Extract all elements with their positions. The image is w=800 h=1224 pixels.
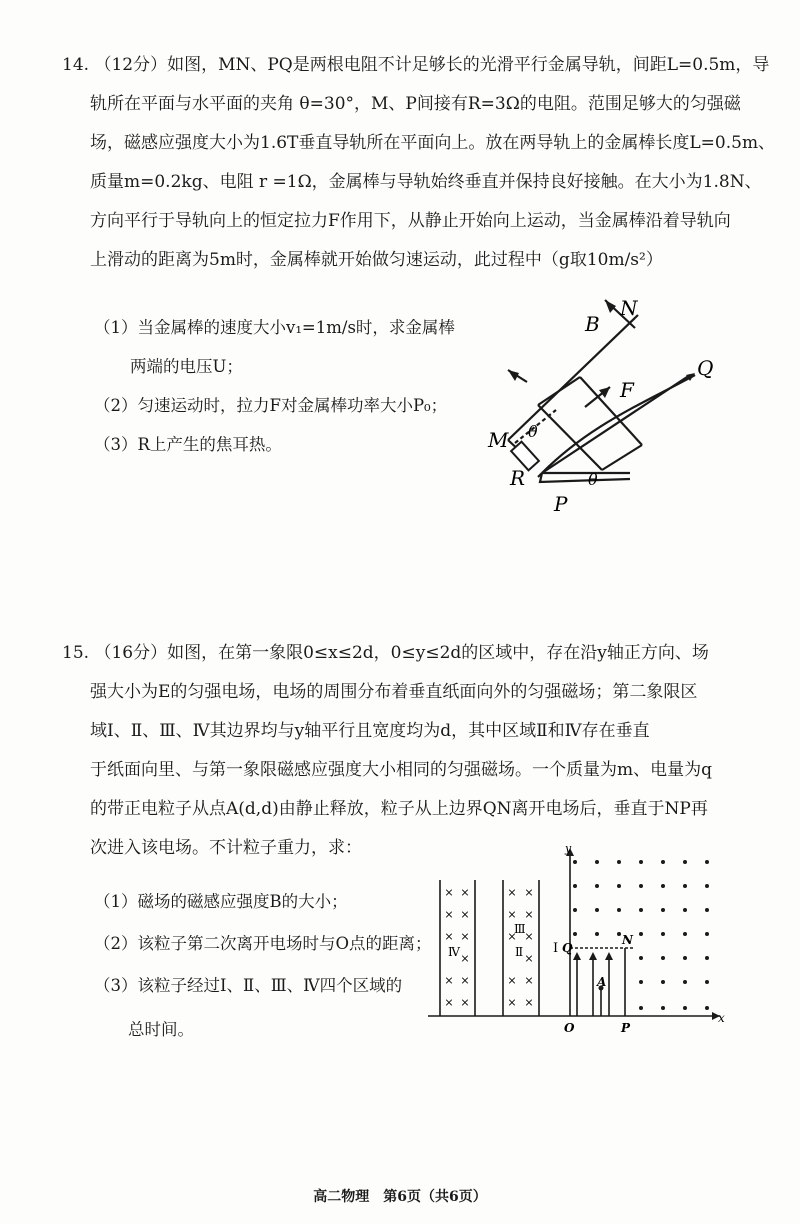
field-into-page-symbol: ×: [460, 886, 470, 899]
field-into-page-symbol: ×: [460, 974, 470, 987]
q14-rail-diagram: [460, 295, 750, 525]
field-out-of-page-dot: [683, 932, 687, 936]
field-out-of-page-dot: [705, 908, 709, 912]
field-out-of-page-dot: [617, 860, 621, 864]
field-into-page-symbol: ×: [444, 974, 454, 987]
field-out-of-page-dot: [617, 884, 621, 888]
label-y-axis: y: [565, 842, 572, 855]
field-out-of-page-dot: [661, 860, 665, 864]
field-out-of-page-dot: [595, 860, 599, 864]
field-out-of-page-dot: [639, 908, 643, 912]
q14-line-3: 场，磁感应强度大小为1.6T垂直导轨所在平面向上。放在两导轨上的金属棒长度L=0.5m、: [90, 133, 776, 153]
field-into-page-symbol: ×: [524, 996, 534, 1009]
q14-line-1: 14. （12分）如图，MN、PQ是两根电阻不计足够长的光滑平行金属导轨，间距L=0.5m，导: [62, 55, 770, 75]
field-arrowhead-1: [573, 952, 581, 960]
label-P: P: [621, 1021, 631, 1035]
field-into-page-symbol: ×: [524, 974, 534, 987]
field-out-of-page-dot: [705, 980, 709, 984]
label-B: B: [585, 312, 600, 336]
label-N: N: [622, 933, 633, 947]
rail-PQ-straight: [542, 375, 690, 473]
field-into-page-symbol: ×: [444, 886, 454, 899]
horizontal-ground: [540, 473, 630, 482]
field-into-page-symbol: ×: [507, 930, 517, 943]
field-out-of-page-dot: [595, 932, 599, 936]
label-theta-upper: θ: [528, 422, 538, 441]
page-footer: 高二物理 第6页（共6页）: [313, 1189, 487, 1205]
question-15-text: [62, 634, 742, 868]
field-out-of-page-dot: [661, 932, 665, 936]
q15-line-2: 强大小为E的匀强电场，电场的周围分布着垂直纸面向外的匀强磁场；第二象限区: [90, 682, 698, 702]
field-into-page-symbol: ×: [507, 908, 517, 921]
q14-subquestion-1b: 两端的电压U；: [130, 357, 243, 376]
field-out-of-page-dot: [661, 980, 665, 984]
field-into-page-symbol: ×: [507, 886, 517, 899]
label-theta-lower: θ: [588, 470, 598, 489]
field-out-of-page-dot: [683, 980, 687, 984]
label-R: R: [510, 466, 526, 490]
field-arrowhead-2: [589, 952, 597, 960]
field-into-page-symbol: ×: [460, 996, 470, 1009]
field-out-of-page-dot: [705, 1006, 709, 1010]
q14-line-2: 轨所在平面与水平面的夹角 θ=30°，M、P间接有R=3Ω的电阻。范围足够大的匀强磁: [90, 94, 741, 114]
label-F: F: [620, 378, 634, 402]
label-region-III: Ⅲ: [514, 922, 526, 936]
label-x-axis: x: [718, 1011, 725, 1025]
field-out-of-page-dot: [595, 884, 599, 888]
field-arrowhead-3: [605, 952, 613, 960]
field-out-of-page-dot: [661, 956, 665, 960]
field-out-of-page-dot: [573, 860, 577, 864]
q15-subquestion-1: （1）磁场的磁感应强度B的大小；: [94, 892, 348, 911]
field-out-of-page-dot: [705, 932, 709, 936]
field-into-page-symbol: ×: [460, 930, 470, 943]
field-into-page-symbol: ×: [444, 908, 454, 921]
field-out-of-page-dot: [639, 860, 643, 864]
label-region-II: Ⅱ: [515, 945, 524, 959]
label-O: O: [564, 1021, 575, 1035]
q15-line-6: 次进入该电场。不计粒子重力，求：: [90, 838, 362, 858]
field-out-of-page-dot: [595, 908, 599, 912]
field-out-of-page-dot: [683, 860, 687, 864]
label-region-IV: Ⅳ: [448, 945, 460, 959]
q14-subquestion-3: （3）R上产生的焦耳热。: [94, 435, 282, 454]
field-out-of-page-dot: [573, 884, 577, 888]
field-into-page-symbol: ×: [460, 952, 470, 965]
q15-line-5: 的带正电粒子从点A(d,d)由静止释放，粒子从上边界QN离开电场后，垂直于NP再: [90, 799, 708, 819]
field-out-of-page-dot: [617, 932, 621, 936]
field-out-of-page-dot: [573, 932, 577, 936]
field-out-of-page-dot: [573, 908, 577, 912]
field-out-of-page-dot: [705, 884, 709, 888]
label-region-I: Ⅰ: [553, 941, 559, 956]
field-out-of-page-dot: [683, 884, 687, 888]
q15-subquestion-3a: （3）该粒子经过Ⅰ、Ⅱ、Ⅲ、Ⅳ四个区域的: [94, 976, 403, 995]
q15-subquestion-3b: 总时间。: [128, 1020, 194, 1039]
field-out-of-page-dot: [617, 908, 621, 912]
field-into-page-symbol: ×: [524, 930, 534, 943]
q15-line-4: 于纸面向里、与第一象限磁感应强度大小相同的匀强磁场。一个质量为m、电量为q: [90, 760, 713, 780]
q15-line-3: 域Ⅰ、Ⅱ、Ⅲ、Ⅳ其边界均与y轴平行且宽度均为d，其中区域Ⅱ和Ⅳ存在垂直: [90, 721, 650, 741]
field-out-of-page-dot: [639, 884, 643, 888]
label-N: N: [620, 296, 638, 320]
field-out-of-page-dot: [683, 1006, 687, 1010]
label-Q: Q: [697, 356, 714, 380]
q14-subquestion-1a: （1）当金属棒的速度大小v₁=1m/s时，求金属棒: [94, 318, 455, 337]
q15-subquestion-2: （2）该粒子第二次离开电场时与O点的距离；: [94, 934, 432, 953]
field-into-page-symbol: ×: [524, 952, 534, 965]
field-out-of-page-dot: [661, 884, 665, 888]
label-M: M: [488, 428, 509, 452]
field-into-page-symbol: ×: [507, 996, 517, 1009]
field-out-of-page-dot: [661, 908, 665, 912]
F-arrowhead: [599, 387, 610, 398]
field-out-of-page-dot: [661, 1006, 665, 1010]
field-out-of-page-dot: [705, 860, 709, 864]
field-into-page-symbol: ×: [444, 930, 454, 943]
q14-line-4: 质量m=0.2kg、电阻 r =1Ω，金属棒与导轨始终垂直并保持良好接触。在大小为1.8N、: [90, 172, 762, 192]
q14-subquestion-2: （2）匀速运动时，拉力F对金属棒功率大小P₀；: [94, 396, 448, 415]
field-out-of-page-dot: [639, 1006, 643, 1010]
field-out-of-page-dot: [639, 956, 643, 960]
question-14-text: [62, 46, 776, 280]
field-into-page-symbol: ×: [444, 996, 454, 1009]
B-field-arrowhead: [605, 300, 616, 313]
label-P: P: [554, 492, 568, 516]
label-Q: Q: [562, 941, 573, 955]
field-out-of-page-dot: [639, 932, 643, 936]
field-out-of-page-dot: [683, 956, 687, 960]
q14-line-6: 上滑动的距离为5m时，金属棒就开始做匀速运动，此过程中（g取10m/s²）: [90, 250, 663, 270]
field-into-page-symbol: ×: [460, 908, 470, 921]
field-out-of-page-dot: [683, 908, 687, 912]
normal-arrowhead: [508, 370, 519, 381]
field-out-of-page-dot: [639, 980, 643, 984]
label-A: A: [597, 975, 607, 989]
field-into-page-symbol: ×: [507, 974, 517, 987]
field-into-page-symbol: ×: [524, 908, 534, 921]
field-into-page-symbol: ×: [524, 886, 534, 899]
field-out-of-page-dot: [705, 956, 709, 960]
q15-field-diagram: [425, 840, 735, 1040]
q15-line-1: 15. （16分）如图，在第一象限0≤x≤2d，0≤y≤2d的区域中，存在沿y轴正方向、场: [62, 643, 709, 663]
q14-line-5: 方向平行于导轨向上的恒定拉力F作用下，从静止开始向上运动，当金属棒沿着导轨向: [90, 211, 731, 231]
